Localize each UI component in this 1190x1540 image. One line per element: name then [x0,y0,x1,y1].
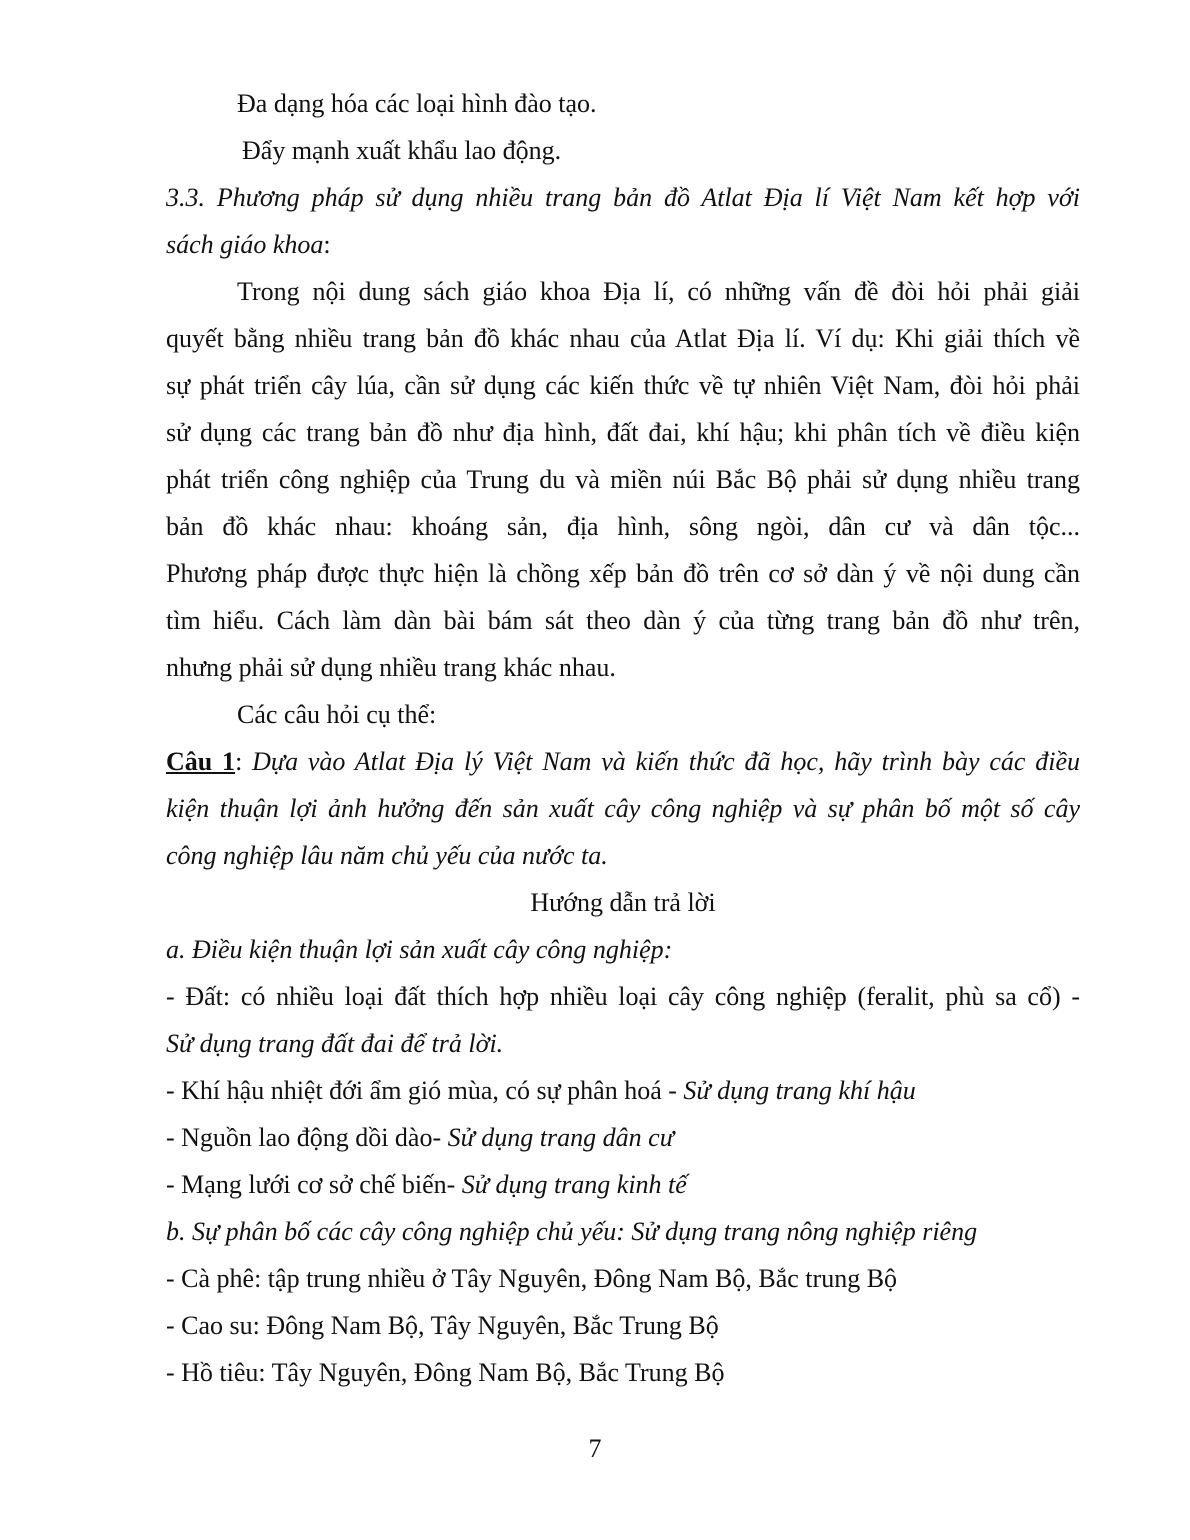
answer-processing [166,1161,1080,1208]
question-1-line-3: công nghiệp lâu năm chủ yếu của nước ta. [166,841,608,870]
answer-climate-text: - Khí hậu nhiệt đới ẩm gió mùa, có sự phân hoá - [166,1076,684,1105]
answer-climate [166,1067,1080,1114]
paragraph-line-3: sự phát triển cây lúa, cần sử dụng các kiến thức về tự nhiên Việt Nam, đòi hỏi phải [166,371,1080,400]
question-1-text-1: Dựa vào Atlat Địa lý Việt Nam và kiến thức đã học, hãy trình bày các điều [252,747,1080,776]
answer-title: Hướng dẫn trả lời [530,888,716,917]
question-1-label: Câu 1 [166,747,236,776]
answer-processing-text: - Mạng lưới cơ sở chế biến- [166,1170,462,1199]
answer-processing-hint: Sử dụng trang kinh tế [461,1170,687,1199]
intro-line-2: Đẩy mạnh xuất khẩu lao động. [242,136,562,165]
questions-intro: Các câu hỏi cụ thể: [237,700,437,729]
answer-soil-line-1: - Đất: có nhiều loại đất thích hợp nhiều loại cây công nghiệp (feralit, phù sa cổ) - [166,982,1080,1011]
document-body [166,80,1080,1396]
answer-labor-hint: Sử dụng trang dân cư [447,1123,674,1152]
question-1-line-1 [166,738,1080,785]
answer-climate-hint: Sử dụng trang khí hậu [683,1076,916,1105]
paragraph-line-7: Phương pháp được thực hiện là chồng xếp bản đồ trên cơ sở dàn ý về nội dung cần [166,559,1080,588]
answer-labor-text: - Nguồn lao động dồi dào- [166,1123,448,1152]
answer-part-b: b. Sự phân bố các cây công nghiệp chủ yếu: Sử dụng trang nông nghiệp riêng [166,1217,978,1246]
paragraph-line-9: nhưng phải sử dụng nhiều trang khác nhau. [166,653,616,682]
paragraph-line-8: tìm hiểu. Cách làm dàn bài bám sát theo dàn ý của từng trang bản đồ như trên, [166,606,1080,635]
paragraph-line-2: quyết bằng nhiều trang bản đồ khác nhau của Atlat Địa lí. Ví dụ: Khi giải thích về [166,324,1080,353]
paragraph-line-1: Trong nội dung sách giáo khoa Địa lí, có những vấn đề đòi hỏi phải giải [237,277,1080,306]
answer-coffee: - Cà phê: tập trung nhiều ở Tây Nguyên, Đông Nam Bộ, Bắc trung Bộ [166,1264,898,1293]
answer-part-a: a. Điều kiện thuận lợi sản xuất cây công nghiệp: [166,935,673,964]
answer-soil-line-2: Sử dụng trang đất đai để trả lời. [166,1029,504,1058]
question-1-line-2: kiện thuận lợi ảnh hưởng đến sản xuất cây công nghiệp và sự phân bố một số cây [166,794,1080,823]
answer-pepper: - Hồ tiêu: Tây Nguyên, Đông Nam Bộ, Bắc Trung Bộ [166,1358,725,1387]
paragraph-line-4: sử dụng các trang bản đồ như địa hình, đất đai, khí hậu; khi phân tích về điều kiện [166,418,1080,447]
section-heading-colon: : [323,230,331,259]
paragraph-line-6: bản đồ khác nhau: khoáng sản, địa hình, sông ngòi, dân cư và dân tộc... [166,512,1080,541]
intro-line-1: Đa dạng hóa các loại hình đào tạo. [237,89,597,118]
section-heading-text: sách giáo khoa [166,230,324,259]
page-number: 7 [588,1434,602,1463]
section-heading-line-1: 3.3. Phương pháp sử dụng nhiều trang bản đồ Atlat Địa lí Việt Nam kết hợp với [166,183,1080,212]
paragraph-line-5: phát triển công nghiệp của Trung du và miền núi Bắc Bộ phải sử dụng nhiều trang [166,465,1080,494]
section-heading-line-2 [166,221,1080,268]
answer-labor [166,1114,1080,1161]
question-1-colon: : [235,747,253,776]
answer-rubber: - Cao su: Đông Nam Bộ, Tây Nguyên, Bắc Trung Bộ [166,1311,719,1340]
